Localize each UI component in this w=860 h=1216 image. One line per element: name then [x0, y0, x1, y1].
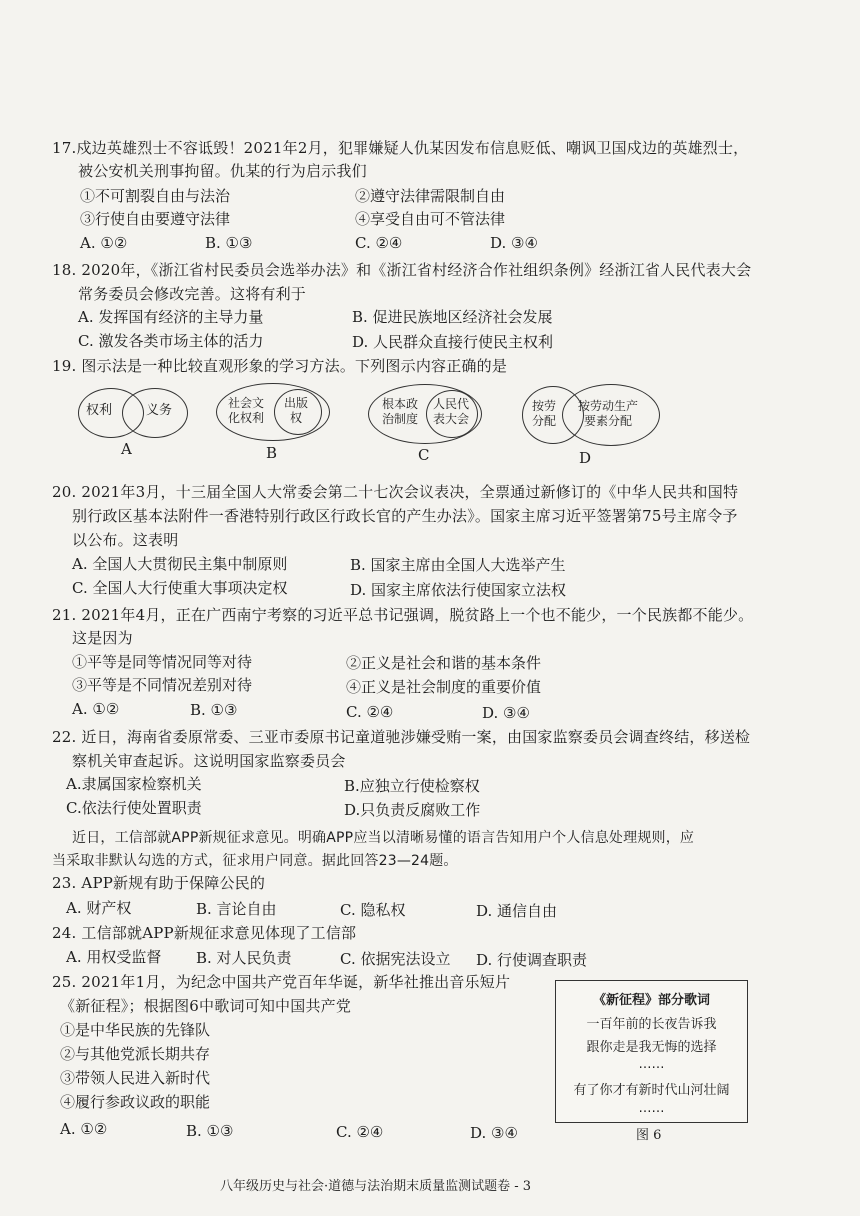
q17-option-b: B. ①③ — [205, 234, 253, 252]
material-line2: 当采取非默认勾选的方式，征求用户同意。据此回答23—24题。 — [52, 853, 458, 869]
q20-stem-line3: 以公布。这表明 — [72, 531, 179, 549]
figure-6-caption: 图 6 — [636, 1128, 662, 1143]
material-line1: 近日，工信部就APP新规征求意见。明确APP应当以清晰易懂的语言告知用户个人信息处理规则，应 — [72, 830, 695, 846]
q19-stem: 19. 图示法是一种比较直观形象的学习方法。下列图示内容正确的是 — [52, 357, 508, 375]
q20-option-c: C. 全国人大行使重大事项决定权 — [72, 579, 288, 597]
q18-stem-line2: 常务委员会修改完善。这将有利于 — [78, 285, 307, 303]
q21-statement-4: ④正义是社会制度的重要价值 — [346, 678, 542, 696]
q25-statement-4: ④履行参政议政的职能 — [60, 1093, 211, 1111]
q21-statement-3: ③平等是不同情况差别对待 — [72, 676, 253, 694]
q17-statement-3: ③行使自由要遵守法律 — [80, 210, 231, 228]
diagram-b-label: B — [266, 444, 278, 462]
q22-option-b: B.应独立行使检察权 — [344, 777, 480, 795]
q20-option-d: D. 国家主席依法行使国家立法权 — [350, 581, 567, 599]
q22-option-d: D.只负责反腐败工作 — [344, 801, 481, 819]
diagram-b-outer-text-2: 化权利 — [228, 411, 265, 425]
diagram-d-right-text-1: 按劳动生产 — [578, 399, 639, 413]
q17-statement-1: ①不可割裂自由与法治 — [80, 187, 231, 205]
q25-statement-2: ②与其他党派长期共存 — [60, 1045, 211, 1063]
q22-stem-line2: 察机关审查起诉。这说明国家监察委员会 — [72, 752, 346, 770]
diagram-a-left-text: 权利 — [86, 403, 113, 418]
q24-option-a: A. 用权受监督 — [66, 948, 162, 966]
q17-option-d: D. ③④ — [490, 234, 538, 252]
diagram-a-label: A — [121, 440, 132, 458]
figure-6-lyric-2: 跟你走是我无悔的选择 — [586, 1040, 717, 1055]
q22-stem-line1: 22. 近日，海南省委原常委、三亚市委原书记童道驰涉嫌受贿一案，由国家监察委员会调查终结，移送检 — [52, 728, 751, 746]
q24-stem: 24. 工信部就APP新规征求意见体现了工信部 — [52, 924, 357, 942]
q20-stem-line2: 别行政区基本法附件一香港特别行政区行政长官的产生办法》。国家主席习近平签署第75号主席令予 — [72, 507, 738, 525]
q21-option-d: D. ③④ — [482, 704, 530, 722]
q17-statement-4: ④享受自由可不管法律 — [355, 210, 506, 228]
q25-stem-line1: 25. 2021年1月，为纪念中国共产党百年华诞，新华社推出音乐短片 — [52, 973, 511, 991]
q23-option-a: A. 财产权 — [66, 899, 132, 917]
q21-option-b: B. ①③ — [190, 701, 238, 719]
q18-option-b: B. 促进民族地区经济社会发展 — [352, 308, 553, 326]
diagram-b-outer-text-1: 社会文 — [228, 396, 265, 410]
q17-option-a: A. ①② — [80, 234, 128, 252]
q17-option-c: C. ②④ — [355, 234, 403, 252]
diagram-b-inner-text-2: 权 — [290, 411, 303, 425]
q25-option-d: D. ③④ — [470, 1124, 518, 1142]
diagram-c-label: C — [418, 446, 430, 464]
q21-option-c: C. ②④ — [346, 703, 394, 721]
q25-option-b: B. ①③ — [186, 1122, 234, 1140]
q18-option-a: A. 发挥国有经济的主导力量 — [78, 308, 264, 326]
q23-option-d: D. 通信自由 — [476, 902, 558, 920]
q25-option-a: A. ①② — [60, 1120, 108, 1138]
q25-option-c: C. ②④ — [336, 1123, 384, 1141]
q20-option-b: B. 国家主席由全国人大选举产生 — [350, 556, 566, 574]
figure-6-title: 《新征程》部分歌词 — [592, 993, 710, 1008]
diagram-d-label: D — [579, 449, 592, 467]
q24-option-d: D. 行使调查职责 — [476, 951, 588, 969]
q18-stem-line1: 18. 2020年，《浙江省村民委员会选举办法》和《浙江省村经济合作社组织条例》经浙江省人民代表大会 — [52, 261, 752, 279]
diagram-d-left-text-1: 按劳 — [532, 399, 557, 413]
q23-option-c: C. 隐私权 — [340, 901, 406, 919]
diagram-a-right-text: 义务 — [146, 403, 173, 418]
diagram-b-inner-text-1: 出版 — [284, 396, 309, 410]
diagram-d-left-text-2: 分配 — [532, 414, 557, 428]
diagram-c-outer-text-2: 治制度 — [382, 412, 419, 426]
diagram-c-inner-text-2: 表大会 — [433, 412, 470, 426]
q18-option-d: D. 人民群众直接行使民主权利 — [352, 333, 554, 351]
q17-stem-line1: 17.戍边英雄烈士不容诋毁！2021年2月，犯罪嫌疑人仇某因发布信息贬低、嘲讽卫国戍边的英雄烈士， — [52, 139, 749, 157]
q25-stem-line2: 《新征程》；根据图6中歌词可知中国共产党 — [60, 997, 352, 1015]
diagram-c-outer-text-1: 根本政 — [382, 397, 419, 411]
figure-6-ellipsis-1: …… — [638, 1057, 665, 1072]
q21-stem-line1: 21. 2021年4月，正在广西南宁考察的习近平总书记强调，脱贫路上一个也不能少，一个民族都不能少。 — [52, 606, 754, 624]
diagram-c-inner-text-1: 人民代 — [433, 397, 470, 411]
figure-6-lyric-1: 一百年前的长夜告诉我 — [586, 1017, 717, 1032]
q21-stem-line2: 这是因为 — [72, 629, 133, 647]
q22-option-c: C.依法行使处置职责 — [66, 799, 202, 817]
q23-option-b: B. 言论自由 — [196, 900, 277, 918]
q18-option-c: C. 激发各类市场主体的活力 — [78, 332, 264, 350]
q20-option-a: A. 全国人大贯彻民主集中制原则 — [72, 555, 288, 573]
page-footer: 八年级历史与社会·道德与法治期末质量监测试题卷 - 3 — [220, 1179, 532, 1194]
q20-stem-line1: 20. 2021年3月，十三届全国人大常委会第二十七次会议表决，全票通过新修订的《中华人民共和国特 — [52, 483, 739, 501]
q24-option-b: B. 对人民负责 — [196, 949, 292, 967]
q17-statement-2: ②遵守法律需限制自由 — [355, 187, 506, 205]
q17-stem-line2: 被公安机关刑事拘留。仇某的行为启示我们 — [78, 162, 367, 180]
q24-option-c: C. 依据宪法设立 — [340, 950, 451, 968]
q23-stem: 23. APP新规有助于保障公民的 — [52, 874, 266, 892]
figure-6-ellipsis-2: …… — [638, 1101, 665, 1116]
q21-option-a: A. ①② — [72, 700, 120, 718]
figure-6-lyric-3: 有了你才有新时代山河壮阔 — [573, 1083, 730, 1098]
q25-statement-1: ①是中华民族的先锋队 — [60, 1021, 211, 1039]
diagram-d-right-text-2: 要素分配 — [584, 414, 633, 428]
figure-6-lyrics-box — [555, 980, 748, 1123]
q22-option-a: A.隶属国家检察机关 — [66, 775, 202, 793]
q21-statement-1: ①平等是同等情况同等对待 — [72, 653, 253, 671]
q25-statement-3: ③带领人民进入新时代 — [60, 1069, 211, 1087]
q21-statement-2: ②正义是社会和谐的基本条件 — [346, 654, 542, 672]
